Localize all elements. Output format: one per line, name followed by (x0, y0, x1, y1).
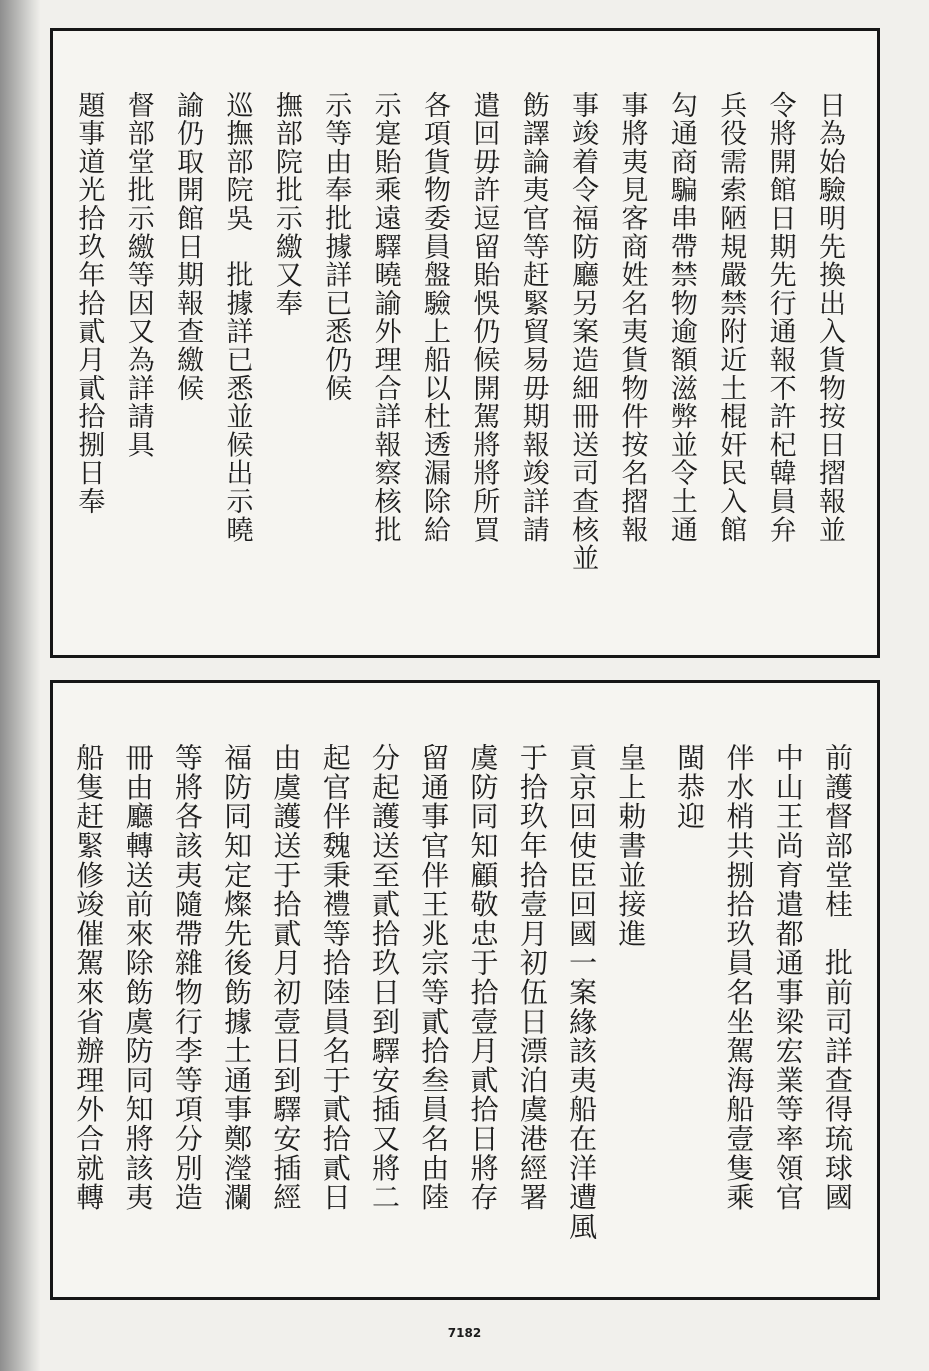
text-column: 分起護送至貳拾玖日到驛安插又將二 (367, 743, 401, 1212)
text-column: 各項貨物委員盤驗上船以杜透漏除給 (419, 91, 450, 544)
text-column: 冊由廳轉送前來除飭虞防同知將該夷 (121, 743, 155, 1212)
upper-text-panel (50, 28, 880, 658)
text-column: 遣回毋許逗留貽悞仍候開駕將將所買 (468, 91, 500, 544)
text-column: 兵役需索陋規嚴禁附近土棍奸民入館 (715, 91, 747, 544)
text-column: 閩恭迎 (673, 743, 707, 831)
text-column: 飭譯論夷官等赶緊貿易毋期報竣詳請 (517, 91, 549, 544)
text-column: 留通事官伴王兆宗等貳拾叁員名由陸 (417, 743, 451, 1212)
text-column: 伴水梢共捌拾玖員名坐駕海船壹隻乘 (722, 743, 756, 1212)
text-column: 虞防同知顧敬忠于拾壹月貳拾日將存 (466, 743, 500, 1212)
text-column: 令將開館日期先行通報不許杞韓員弁 (764, 91, 796, 544)
text-column: 起官伴魏秉禮等拾陸員名于貳拾貳日 (318, 743, 352, 1212)
text-column: 題事道光拾玖年拾貳月貳拾捌日奉 (73, 91, 105, 516)
text-column: 中山王尚育遣都通事梁宏業等率領官 (771, 743, 805, 1212)
text-column: 前護督部堂桂 批前司詳查得琉球國 (821, 743, 854, 1212)
text-column: 督部堂批示繳等因又為詳請具 (122, 91, 154, 459)
text-column: 船隻赶緊修竣催駕來省辦理外合就轉 (72, 743, 106, 1212)
upper-text-columns (53, 31, 877, 655)
text-column: 示等由奉批據詳已悉仍候 (320, 91, 352, 403)
text-column: 日為始驗明先換出入貨物按日摺報並 (814, 91, 845, 544)
text-column: 示寔貽乘遠驛曉諭外理合詳報察核批 (369, 91, 401, 544)
text-column: 由虞護送于拾貳月初壹日到驛安插經 (269, 743, 303, 1212)
page-number: 7182 (447, 1326, 482, 1340)
lower-text-panel (50, 680, 880, 1300)
text-column: 皇上勅書並接進 (614, 743, 648, 949)
text-column: 巡撫部院吳 批據詳已悉並候出示曉 (221, 91, 253, 544)
text-column: 等將各該夷隨帶雜物行李等項分別造 (170, 743, 204, 1212)
text-column: 諭仍取開館日期報查繳候 (172, 91, 204, 403)
text-column: 事將夷見客商姓名夷貨物件按名摺報 (616, 91, 648, 544)
text-column: 撫部院批示繳又奉 (270, 91, 302, 318)
text-column: 貢京回使臣回國一案緣該夷船在洋遭風 (565, 743, 599, 1242)
binding-shadow (0, 0, 40, 1371)
text-column: 福防同知定燦先後飭據土通事鄭瀅瀾 (220, 743, 254, 1212)
text-column: 事竣着令福防廳另案造細冊送司查核並 (567, 91, 599, 573)
lower-text-columns (53, 683, 877, 1297)
text-column: 勾通商騙串帶禁物逾額滋弊並令土通 (665, 91, 697, 544)
text-column: 于拾玖年拾壹月初伍日漂泊虞港經署 (515, 743, 549, 1212)
